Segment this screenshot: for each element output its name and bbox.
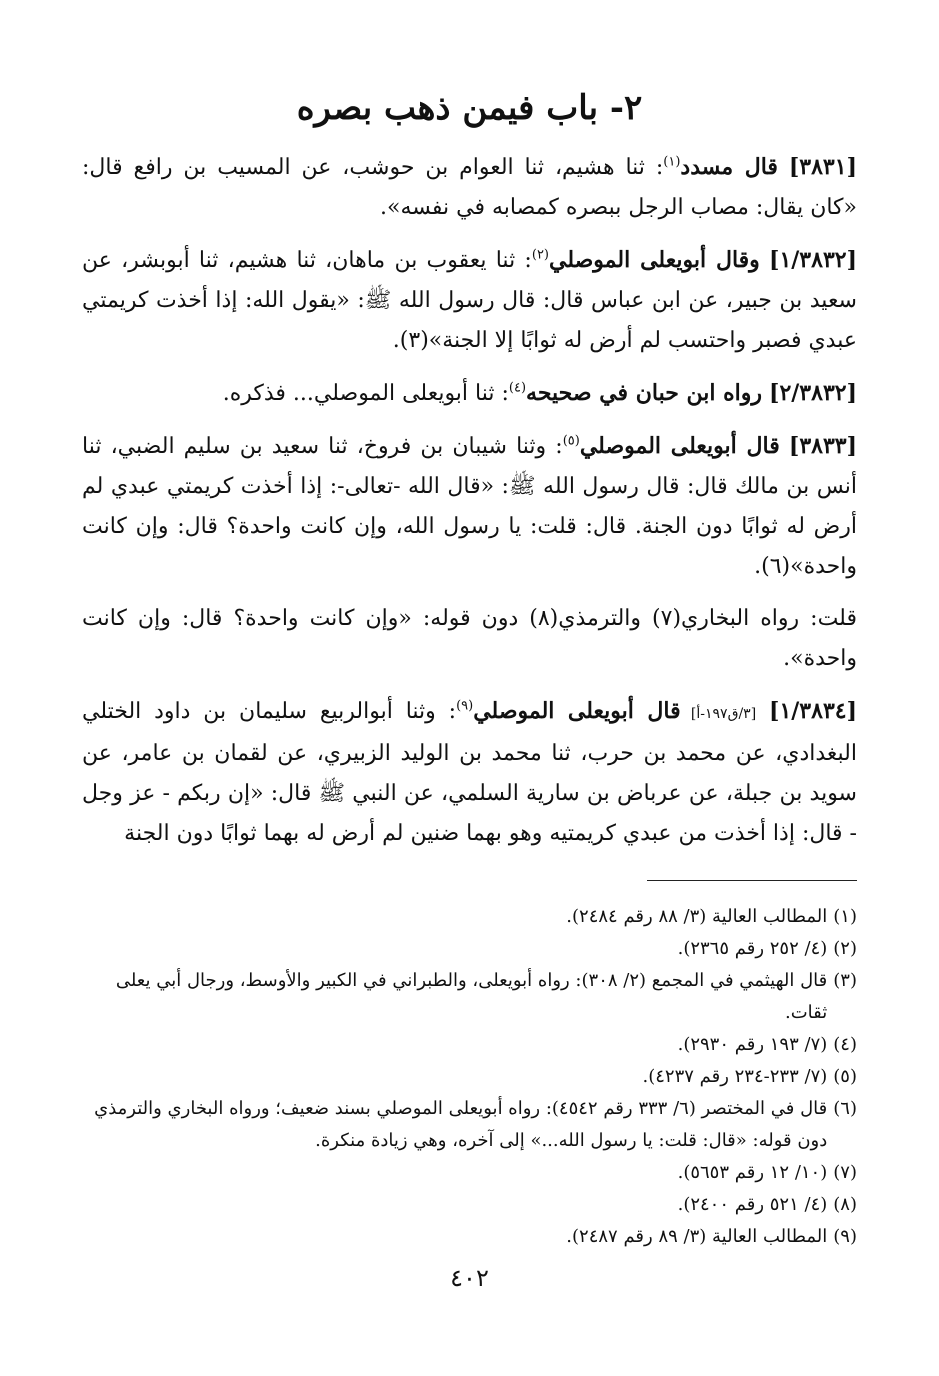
footnote-marker: (٤) (508, 380, 527, 396)
footnote-number: (٧) (833, 1161, 857, 1183)
hadith-paragraph (82, 373, 857, 414)
hadith-text: : وثنا شيبان بن فروخ، ثنا سعيد بن سليم الضبي، ثنا أنس بن مالك قال: قال رسول الله ﷺ: «قال الله -تعالى-: إذا أخذت كريمتي عبدي لم أرض له ثوابًا دون الجنة. قال: قلت: يا رسول الله، وإن كانت واحدة؟ قال: وإن كانت واحدة»(٦). (82, 433, 857, 579)
footnote-divider (647, 880, 857, 881)
chapter-title: ٢- باب فيمن ذهب بصره (296, 88, 643, 128)
footnote-number: (١) (833, 905, 857, 927)
footnote (82, 933, 857, 965)
hadith-attribution: قال أبويعلى الموصلي (473, 697, 681, 724)
footnote (82, 1189, 857, 1221)
hadith-number: [١/٣٨٣٢] (769, 246, 857, 273)
hadith-text: : ثنا هشيم، ثنا العوام بن حوشب، عن المسيب بن رافع قال: «كان يقال: مصاب الرجل ببصره كمصابه في نفسه». (82, 154, 857, 220)
hadith-attribution: قال مسدد (680, 153, 778, 180)
hadith-number: [٣٨٣٣] (788, 432, 857, 459)
hadith-text: : ثنا أبويعلى الموصلي... فذكره. (222, 380, 509, 406)
hadith-number: [٢/٣٨٣٢] (769, 379, 857, 406)
footnote-text: (١٠/ ١٢ رقم ٥٦٥٣). (677, 1161, 828, 1183)
footnote-number: (٤) (833, 1033, 857, 1055)
footnote-number: (٣) (833, 969, 857, 991)
footnote-text: المطالب العالية (٣/ ٨٨ رقم ٢٤٨٤). (566, 905, 828, 927)
footnote-text: قال الهيثمي في المجمع (٢/ ٣٠٨): رواه أبويعلى، والطبراني في الكبير والأوسط، ورجال أبي يعلى ثقات. (115, 969, 828, 1023)
hadith-attribution: قال أبويعلى الموصلي (579, 432, 780, 459)
hadith-attribution: رواه ابن حبان في صحيحه (526, 379, 763, 406)
hadith-paragraph (82, 240, 857, 361)
footnote (82, 1093, 857, 1157)
footnote (82, 1157, 857, 1189)
page-number: ٤٠٢ (450, 1264, 489, 1292)
hadith-number: [٣٨٣١] (788, 153, 857, 180)
footnote-marker: (٢) (531, 247, 549, 263)
footnote (82, 901, 857, 933)
footnote-number: (٨) (833, 1193, 857, 1215)
footnotes (82, 901, 857, 1253)
hadith-text: : ثنا يعقوب بن ماهان، ثنا هشيم، ثنا أبوبشر، عن سعيد بن جبير، عن ابن عباس قال: قال رسول الله ﷺ: «يقول الله: إذا أخذت كريمتي عبدي فصبر واحتسب لم أرض له ثوابًا إلا الجنة»(٣). (82, 247, 857, 353)
hadith-number: [١/٣٨٣٤] (769, 697, 857, 724)
footnote-marker: (٥) (562, 433, 580, 449)
commentary-text: قلت: رواه البخاري(٧) والترمذي(٨) دون قوله: «وإن كانت واحدة؟ قال: وإن كانت واحدة». (82, 605, 857, 671)
commentary-paragraph (82, 599, 857, 679)
footnote (82, 1029, 857, 1061)
footnote (82, 1061, 857, 1093)
manuscript-ref: [٣/ق١٩٧-أ] (680, 705, 757, 722)
footnote-text: المطالب العالية (٣/ ٨٩ رقم ٢٤٨٧). (566, 1225, 828, 1247)
main-text (82, 147, 857, 854)
footnote-text: (٤/ ٥٢١ رقم ٢٤٠٠). (677, 1193, 828, 1215)
footnote-text: (٧/ ١٩٣ رقم ٢٩٣٠). (677, 1033, 828, 1055)
footnote (82, 1221, 857, 1253)
footnote-number: (٦) (833, 1097, 857, 1119)
footnote-number: (٢) (833, 937, 857, 959)
hadith-paragraph (82, 426, 857, 587)
footnote (82, 965, 857, 1029)
footnote-text: (٤/ ٢٥٢ رقم ٢٣٦٥). (677, 937, 828, 959)
footnote-number: (٩) (833, 1225, 857, 1247)
footnote-text: (٧/ ٢٣٣-٢٣٤ رقم ٤٢٣٧). (642, 1065, 828, 1087)
footnote-marker: (١) (663, 154, 681, 170)
footnote-number: (٥) (833, 1065, 857, 1087)
footnote-text: قال في المختصر (٦/ ٣٣٣ رقم ٤٥٤٢): رواه أبويعلى الموصلي بسند ضعيف؛ ورواه البخاري والترمذي دون قوله: «قال: قلت: يا رسول الله...» إلى آخره، وهي زيادة منكرة. (94, 1097, 828, 1151)
hadith-attribution: وقال أبويعلى الموصلي (549, 246, 760, 273)
hadith-paragraph (82, 147, 857, 228)
hadith-text: : وثنا أبوالربيع سليمان بن داود الختلي البغدادي، عن محمد بن حرب، ثنا محمد بن الوليد الزبيري، عن لقمان بن عامر، عن سويد بن جبلة، عن عرباض بن سارية السلمي، عن النبي ﷺ قال: «إن ربكم - عز وجل - قال: إذا أخذت من عبدي كريمتيه وهو بهما ضنين لم أرض له بهما ثوابًا دون الجنة (82, 698, 857, 846)
hadith-paragraph (82, 691, 857, 854)
footnote-marker: (٩) (456, 698, 474, 714)
